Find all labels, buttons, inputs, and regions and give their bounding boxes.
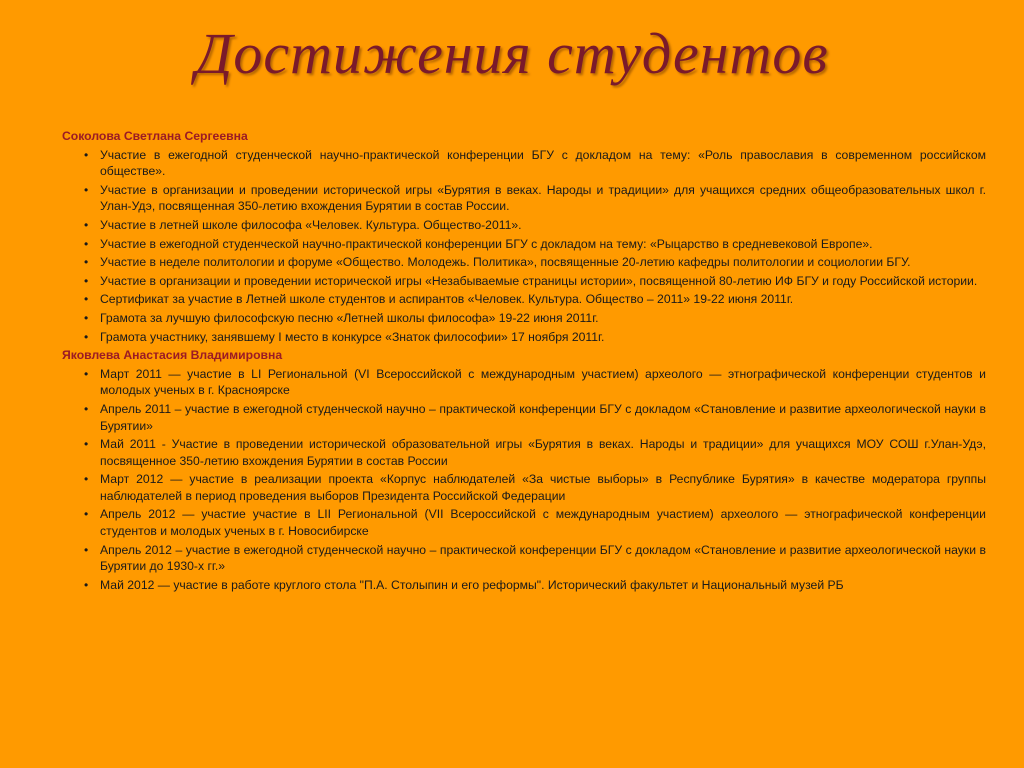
list-item [62, 471, 986, 504]
list-item [62, 577, 986, 594]
bullet-icon: • [84, 273, 89, 288]
slide-content [62, 127, 986, 595]
list-item-text: Участие в неделе политологии и форуме «Общество. Молодежь. Политика», посвященные 20-летию кафедры политологии и социологии БГУ. [100, 255, 911, 270]
list-item [62, 147, 986, 180]
slide-title: Достижения студентов [195, 21, 829, 86]
list-item [62, 273, 986, 290]
list-item [62, 236, 986, 253]
bullet-icon: • [84, 329, 89, 344]
list-item-text: Участие в организации и проведении исторической игры «Бурятия в веках. Народы и традиции» для учащихся средних общеобразовательных школ г. Улан-Удэ, посвященная 350-летию вхождения Бурятии в состав России. [100, 182, 986, 214]
list-item-text: Апрель 2012 – участие в ежегодной студенческой научно – практической конференции БГУ с докладом «Становление и развитие археологической науки в Бурятии до 1930-х гг.» [100, 542, 986, 574]
bullet-icon: • [84, 255, 89, 270]
list-item-text: Сертификат за участие в Летней школе студентов и аспирантов «Человек. Культура. Общество – 2011» 19-22 июня 2011г. [100, 292, 794, 307]
bullet-icon: • [84, 366, 89, 381]
list-item [62, 217, 986, 234]
bullet-icon: • [84, 577, 89, 592]
list-item-text: Участие в ежегодной студенческой научно-практической конференции БГУ с докладом на тему: «Рыцарство в средневековой Европе». [100, 236, 873, 251]
list-item [62, 436, 986, 469]
list-item-text: Участие в организации и проведении исторической игры «Незабываемые страницы истории», посвященной 80-летию ИФ БГУ и году Российской истории. [100, 273, 978, 288]
list-item-text: Май 2012 — участие в работе круглого стола "П.А. Столыпин и его реформы". Исторический факультет и Национальный музей РБ [100, 577, 844, 592]
achievement-list [62, 147, 986, 346]
bullet-icon: • [84, 147, 89, 162]
list-item [62, 401, 986, 434]
bullet-icon: • [84, 472, 89, 487]
bullet-icon: • [84, 310, 89, 325]
list-item-text: Март 2012 — участие в реализации проекта «Корпус наблюдателей «За чистые выборы» в Республике Бурятия» в качестве модератора группы наблюдателей в период проведения выборов Президента Российской Федерации [100, 472, 986, 503]
student-name: Яковлева Анастасия Владимировна [62, 348, 283, 363]
list-item [62, 329, 986, 346]
list-item-text: Апрель 2012 — участие участие в LII Региональной (VII Всероссийской с международным участием) археолого — этнографической конференции студентов и молодых ученых в г. Новосибирске [100, 507, 986, 539]
list-item [62, 254, 986, 271]
list-item [62, 542, 986, 575]
list-item-text: Март 2011 — участие в LI Региональной (VI Всероссийской с международным участием) археолого — этнографической конференции студентов и молодых ученых в г. Красноярске [100, 366, 986, 398]
list-item-text: Грамота участнику, занявшему I место в конкурсе «Знаток философии» 17 ноября 2011г. [100, 329, 605, 344]
list-item-text: Май 2011 - Участие в проведении исторической образовательной игры «Бурятия в веках. Народы и традиции» для учащихся МОУ СОШ г.Улан-Удэ, посвященное 350-летию вхождения Бурятии в состав России [100, 437, 986, 468]
list-item-text: Апрель 2011 – участие в ежегодной студенческой научно – практической конференции БГУ с докладом «Становление и развитие археологической науки в Бурятии» [100, 401, 986, 433]
bullet-icon: • [84, 401, 89, 416]
list-item [62, 182, 986, 215]
list-item [62, 506, 986, 539]
list-item-text: Участие в летней школе философа «Человек. Культура. Общество-2011». [100, 217, 522, 232]
list-item [62, 310, 986, 327]
list-item [62, 366, 986, 399]
bullet-icon: • [84, 437, 89, 452]
bullet-icon: • [84, 236, 89, 251]
bullet-icon: • [84, 217, 89, 232]
student-name: Соколова Светлана Сергеевна [62, 129, 248, 143]
list-item-text: Участие в ежегодной студенческой научно-практической конференции БГУ с докладом на тему: «Роль православия в современном российском обществе». [100, 147, 986, 179]
bullet-icon: • [84, 507, 89, 522]
bullet-icon: • [84, 292, 89, 307]
list-item [62, 291, 986, 308]
bullet-icon: • [84, 182, 89, 197]
list-item-text: Грамота за лучшую философскую песню «Летней школы философа» 19-22 июня 2011г. [100, 310, 599, 325]
bullet-icon: • [84, 542, 89, 557]
achievement-list [62, 366, 986, 594]
